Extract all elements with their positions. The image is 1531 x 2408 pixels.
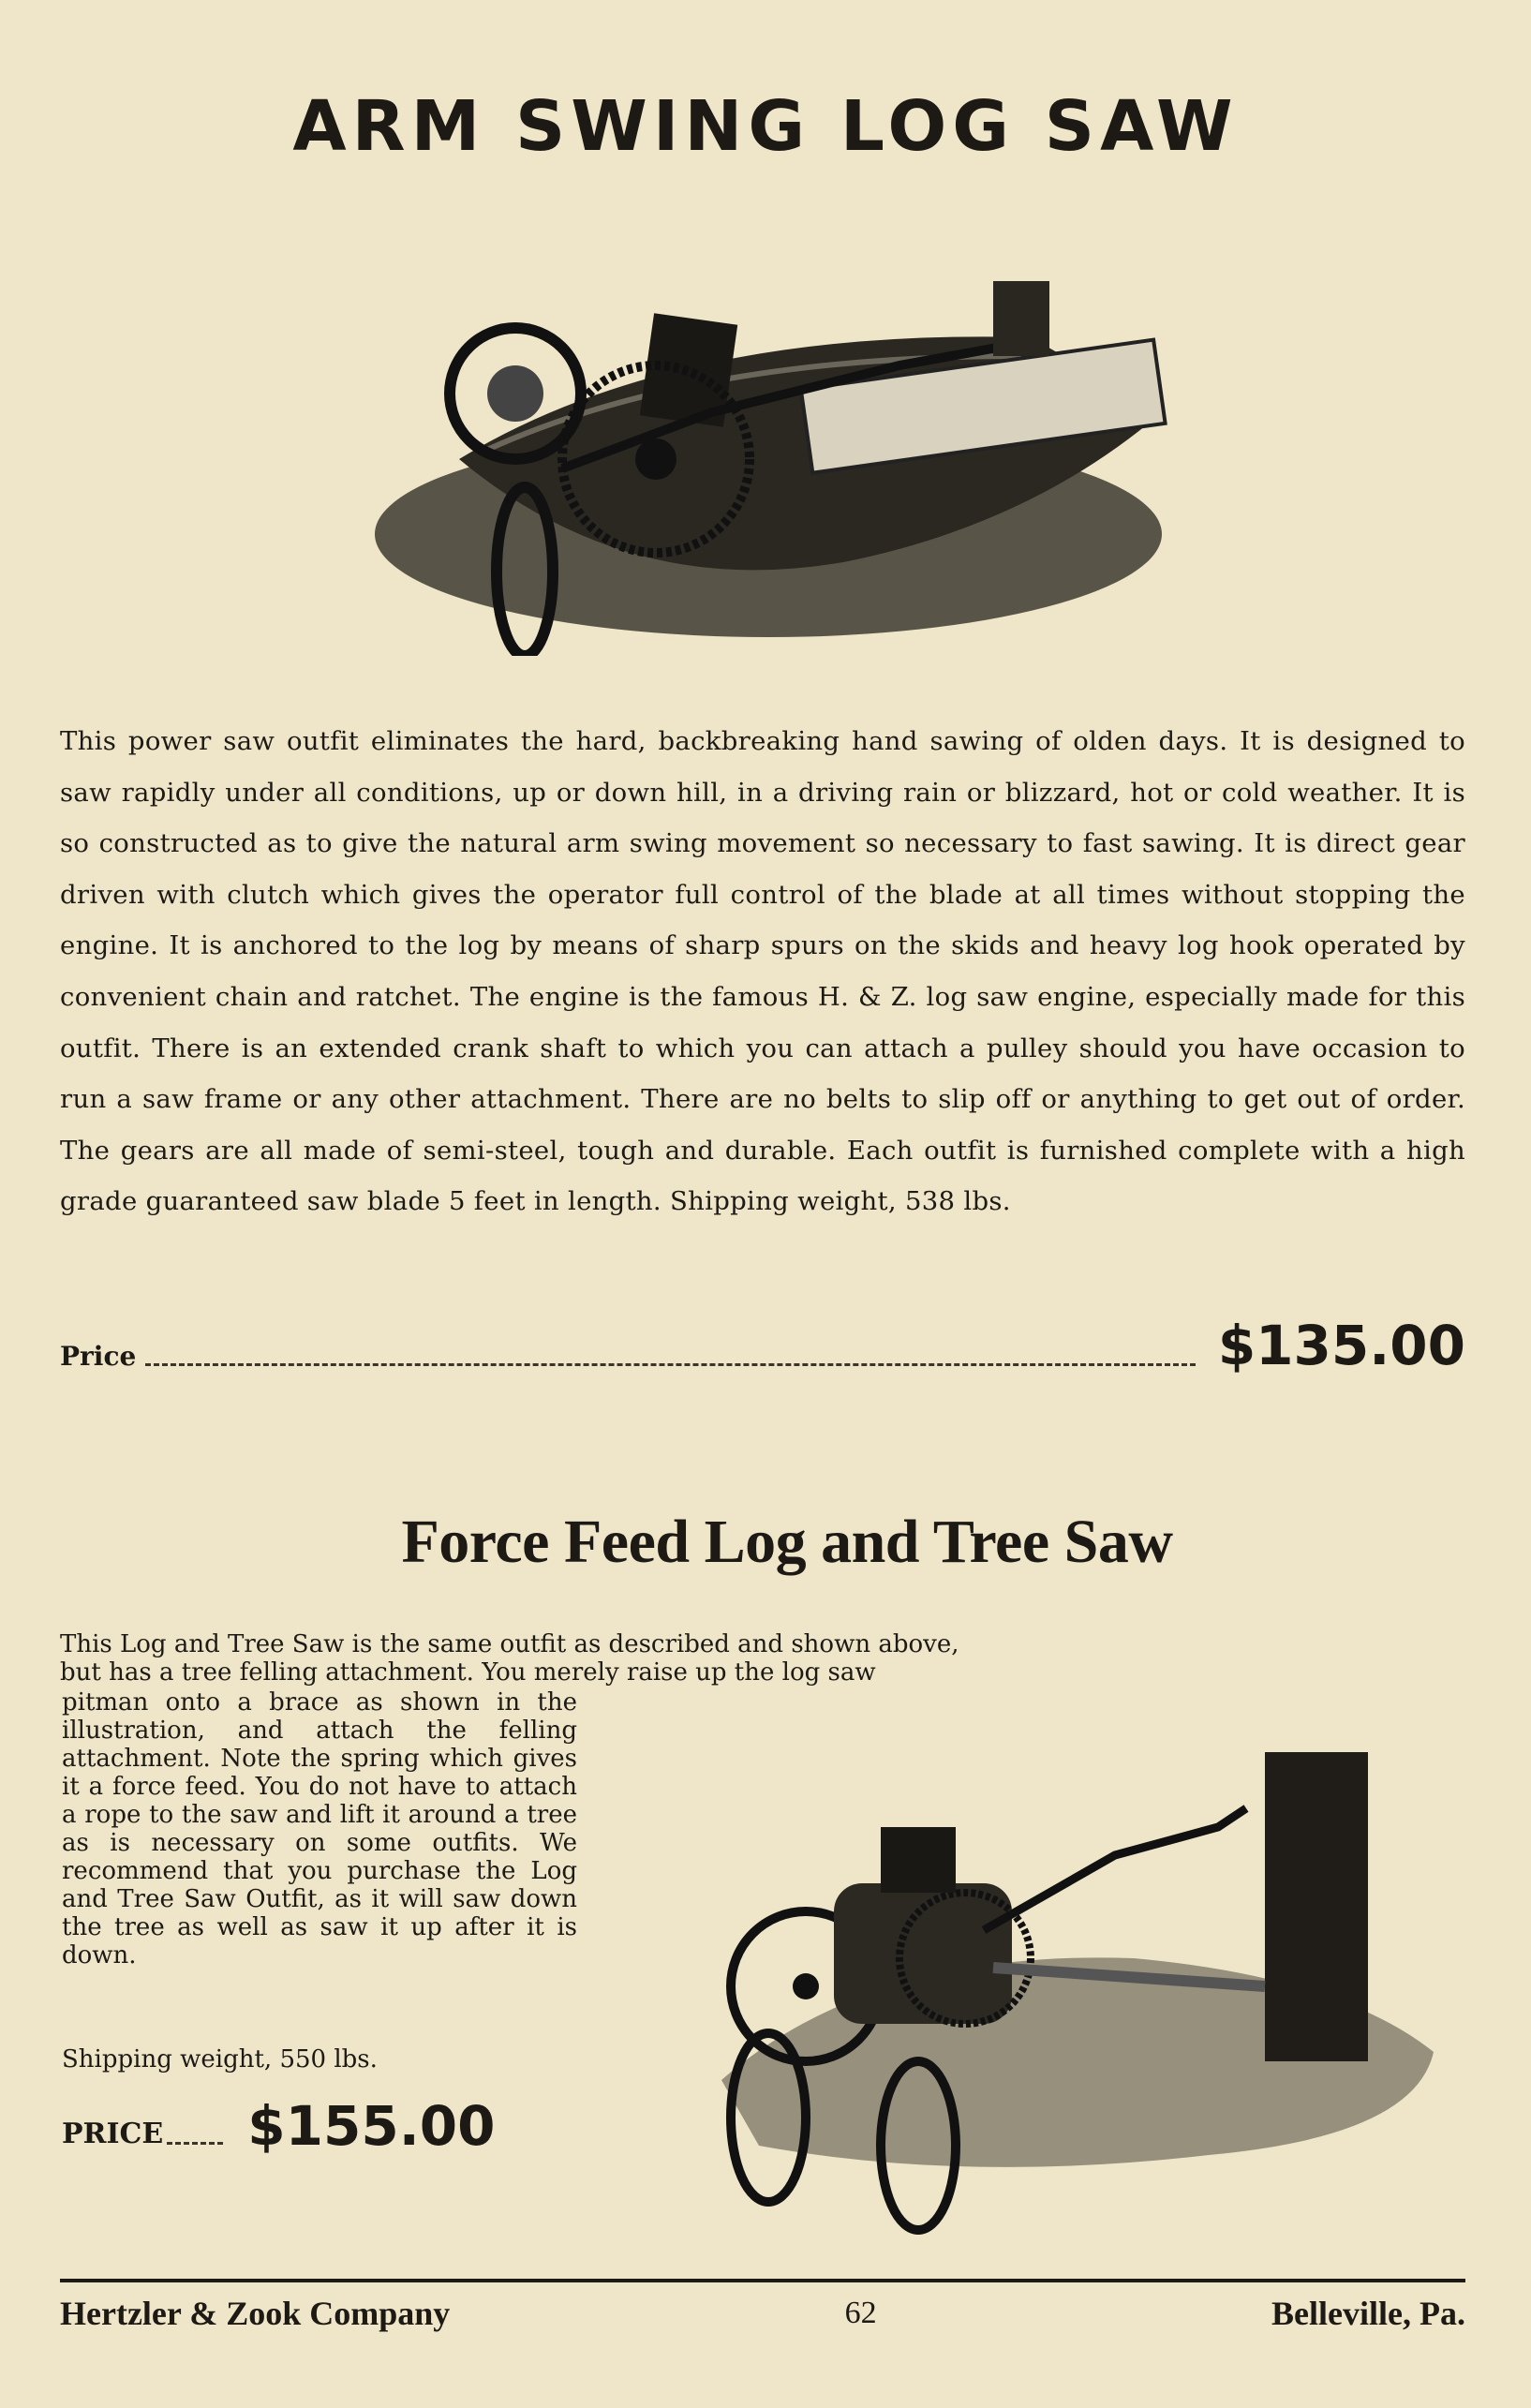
footer-location: Belleville, Pa.: [1271, 2295, 1465, 2332]
price-value: $135.00: [1217, 1314, 1465, 1377]
tree-saw-illustration: [684, 1743, 1462, 2239]
price-value-2: $155.00: [247, 2094, 496, 2158]
price-label-2: PRICE: [62, 2118, 164, 2150]
page-heading: ARM SWING LOG SAW: [292, 86, 1239, 167]
footer-rule: [60, 2279, 1465, 2282]
page-footer: [60, 2294, 1465, 2333]
tree-saw-intro: [60, 1630, 1184, 1687]
footer-page-number: 62: [844, 2296, 877, 2330]
shipping-weight: Shipping weight, 550 lbs.: [62, 2045, 378, 2074]
price-row-2: [62, 2094, 495, 2158]
tree-saw-intro-line-1: This Log and Tree Saw is the same outfit as described and shown above,: [60, 1630, 959, 1658]
footer-company: Hertzler & Zook Company: [60, 2295, 451, 2332]
price-leader-2: [167, 2142, 223, 2145]
price-row: [60, 1312, 1465, 1377]
tree-saw-description: pitman onto a brace as shown in the illustration, and attach the felling attachment. Note the spring which gives it a force feed. You do not have to attach a rope to the saw and lift it around a tree as is necessary on some outfits. We recommend that you purchase the Log and Tree Saw Outfit, as it will saw down the tree as well as saw it up after it is down.: [62, 1688, 577, 1970]
description-text: This power saw outfit eliminates the hard, backbreaking hand sawing of olden days. It is designed to saw rapidly under all conditions, up or down hill, in a driving rain or blizzard, hot or cold weather. It is so constructed as to give the natural arm swing movement so necessary to fast sawing. It is direct gear driven with clutch which gives the operator full control of the blade at all times without stopping the engine. It is anchored to the log by means of sharp spurs on the skids and heavy log hook operated by convenient chain and ratchet. The engine is the famous H. & Z. log saw engine, especially made for this outfit. There is an extended crank shaft to which you can attach a pulley should you have occasion to run a saw frame or any other attachment. There are no belts to slip off or anything to get out of order. The gears are all made of semi-steel, tough and durable. Each outfit is furnished complete with a high grade guaranteed saw blade 5 feet in length. Shipping weight, 538 lbs.: [60, 726, 1465, 1217]
section-heading: Force Feed Log and Tree Saw: [401, 1508, 1173, 1576]
price-leader: [145, 1363, 1196, 1366]
price-label: Price: [60, 1341, 137, 1372]
log-saw-illustration: [319, 225, 1218, 656]
tree-saw-intro-line-2: but has a tree felling attachment. You merely raise up the log saw: [60, 1658, 876, 1687]
